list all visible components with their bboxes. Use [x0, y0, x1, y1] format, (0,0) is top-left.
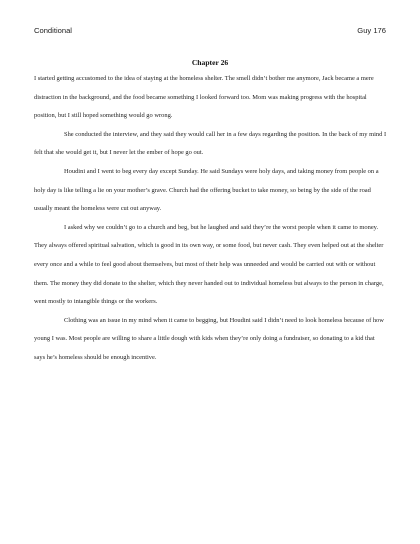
chapter-title: Chapter 26	[191, 58, 229, 67]
page-header	[34, 26, 386, 35]
body-text	[34, 70, 387, 368]
paragraph: I asked why we couldn’t go to a church and beg, but he laughed and said they’re the worst people when it came to money. They always offered spiritual salvation, which is good in its own way, or some food, but never cash. They even helped out at the shelter every once and a while to feel good about themselves, but most of their help was unneeded and would be carried out with or without them. The money they did donate to the shelter, which they never handed out to individual homeless but always to the person in charge, went mostly to intangible things or the workers.	[34, 223, 384, 306]
paragraph: I started getting accustomed to the idea of staying at the homeless shelter. The smell didn’t bother me anymore, Jack became a mere distraction in the background, and the food became something I looked forward too. Mom was making progress with the hospital position, but I still hoped something would go wrong.	[34, 75, 374, 120]
header-book-title: Conditional	[34, 26, 72, 35]
paragraph: She conducted the interview, and they said they would call her in a few days regarding the position. In the back of my mind I felt that she would get it, but I never let the ember of hope go out.	[34, 130, 387, 157]
paragraph: Houdini and I went to beg every day except Sunday. He said Sundays were holy days, and taking money from people on a holy day is like telling a lie on your mother’s grave. Church had the offering bucket to take money, so being by the side of the road usually meant the homeless were cut out anyway.	[34, 167, 379, 213]
paragraph: Clothing was an issue in my mind when it came to begging, but Houdini said I didn’t need to look homeless because of how young I was. Most people are willing to share a little dough with kids when they’re only doing a fundraiser, so donating to a kid that says he’s homeless should be enough incentive.	[34, 316, 384, 361]
header-author-page-number: Guy 176	[357, 26, 386, 35]
